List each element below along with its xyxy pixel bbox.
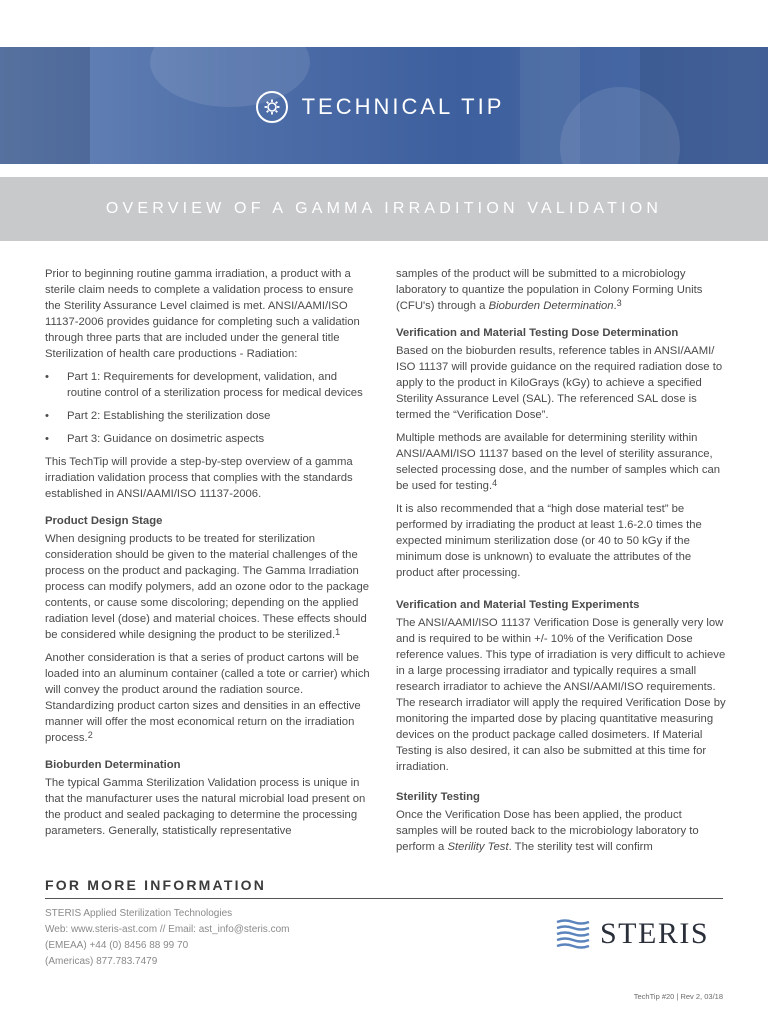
footnote-ref: 4 (492, 478, 498, 488)
left-column (45, 266, 370, 846)
continued-paragraph: samples of the product will be submitted to a microbiology laboratory to quantize the population in Colony Forming Units (CFU's) through a Bioburden Determination.$^3$ (396, 268, 703, 312)
footnote-ref: 3 (616, 298, 622, 308)
section-heading: Verification and Material Testing Experiments (396, 599, 640, 611)
footnote-ref: 2 (87, 730, 93, 740)
top-band (0, 0, 768, 47)
high-dose-paragraph: It is also recommended that a “high dose material test” be performed by irradiating the product at least 1.6-2.0 times the expected minimum sterilization dose (or 40 to 50 kGy if the minimum dose is unknown) to evaluate the attributes of the product after processing. (396, 503, 702, 579)
banner-title: OVERVIEW OF A GAMMA IRRADITION VALIDATION (105, 200, 663, 217)
bioburden-paragraph: The typical Gamma Sterilization Validation process is unique in that the manufacturer uses the natural microbial load present on the product and sealed packaging to determine the processing parameters. Generally, statistically representative (45, 777, 366, 837)
divider (45, 898, 723, 899)
right-column (396, 266, 726, 862)
overview-paragraph: This TechTip will provide a step-by-step overview of a gamma irradiation validation process that complies with the standards established in ANSI/AAMI/ISO 11137-2006. (45, 456, 353, 500)
gear-chat-icon (256, 91, 288, 123)
section-heading: Product Design Stage (45, 515, 163, 527)
section-heading: Verification and Material Testing Dose Determination (396, 327, 679, 339)
parts-list (45, 369, 370, 447)
section-heading: Bioburden Determination (45, 759, 181, 771)
wave-lines-icon (556, 919, 590, 949)
list-item: • Part 2: Establishing the sterilization dose (45, 408, 370, 424)
sterility-paragraph: Once the Verification Dose has been applied, the product samples will be routed back to the microbiology laboratory to perform a Sterility Test. The sterility test will confirm (396, 809, 699, 853)
web-email[interactable]: Web: www.steris-ast.com // Email: ast_info@steris.com (45, 924, 290, 935)
footnote-ref: 1 (335, 627, 341, 637)
page-title: TECHNICAL TIP (301, 94, 505, 119)
hero-title (0, 91, 768, 123)
list-item: • Part 3: Guidance on dosimetric aspects (45, 431, 370, 447)
more-info-heading: FOR MORE INFORMATION (45, 877, 267, 893)
logo-text: STERIS (600, 917, 710, 950)
hero-header (0, 47, 768, 164)
methods-paragraph: Multiple methods are available for determining sterility within ANSI/AAMI/ISO 11137 based on the level of sterility assurance, selected processing dose, and the number of samples which can be used for testing.$^4$ (396, 432, 721, 492)
contact-info (45, 906, 289, 970)
intro-paragraph: Prior to beginning routine gamma irradiation, a product with a sterile claim needs to complete a validation process to ensure the Sterility Assurance Level claimed is met. ANSI/AAMI/ISO 11137-2006 provides guidance for completing such a validation through three parts that are included under the general title Sterilization of health care productions - Radiation: (45, 268, 360, 360)
footer-note: TechTip #20 | Rev 2, 03/18 (633, 992, 723, 1001)
carton-paragraph: Another consideration is that a series of product cartons will be loaded into an aluminum container (called a tote or carrier) which will convey the product around the radiation source. Standardizing product carton sizes and densities in an effective manner will offer the most economical return on the irradiation process.$^2$ (45, 652, 370, 744)
subtitle-banner (0, 177, 768, 241)
phone-americas: (Americas) 877.783.7479 (45, 956, 158, 967)
steris-logo (556, 917, 709, 951)
section-heading: Sterility Testing (396, 791, 480, 803)
experiments-paragraph: The ANSI/AAMI/ISO 11137 Verification Dose is generally very low and is required to be within +/- 10% of the Verification Dose reference values. This type of irradiation is very difficult to achieve in a large processing irradiator and typically requires a small research irradiator to achieve the ANSI/AAMI/ISO requirements. The research irradiator will apply the required Verification Dose by monitoring the imparted dose by placing quantitative measuring devices on the product package called dosimeters. If Material Testing is also desired, it can also be submitted at this time for irradiation. (396, 617, 726, 773)
phone-emeaa: (EMEAA) +44 (0) 8456 88 99 70 (45, 940, 189, 951)
company-name: STERIS Applied Sterilization Technologies (45, 908, 233, 919)
list-item: • Part 1: Requirements for development, validation, and routine control of a sterilization process for medical devices (45, 369, 370, 401)
design-paragraph: When designing products to be treated for sterilization consideration should be given to the material challenges of the process on the product and packaging. The Gamma Irradiation process can modify polymers, add an ozone odor to the package contents, or cause some discoloring; depending on the applied radiation level (dose) and material choices. These effects should be considered while designing the product to be sterilized.$^1$ (45, 533, 370, 641)
dose-paragraph: Based on the bioburden results, reference tables in ANSI/AAMI/ ISO 11137 will provide guidance on the required radiation dose to apply to the product in KiloGrays (kGy) to achieve a specified Sterility Assurance Level (SAL). The referenced SAL dose is termed the “Verification Dose”. (396, 345, 723, 421)
